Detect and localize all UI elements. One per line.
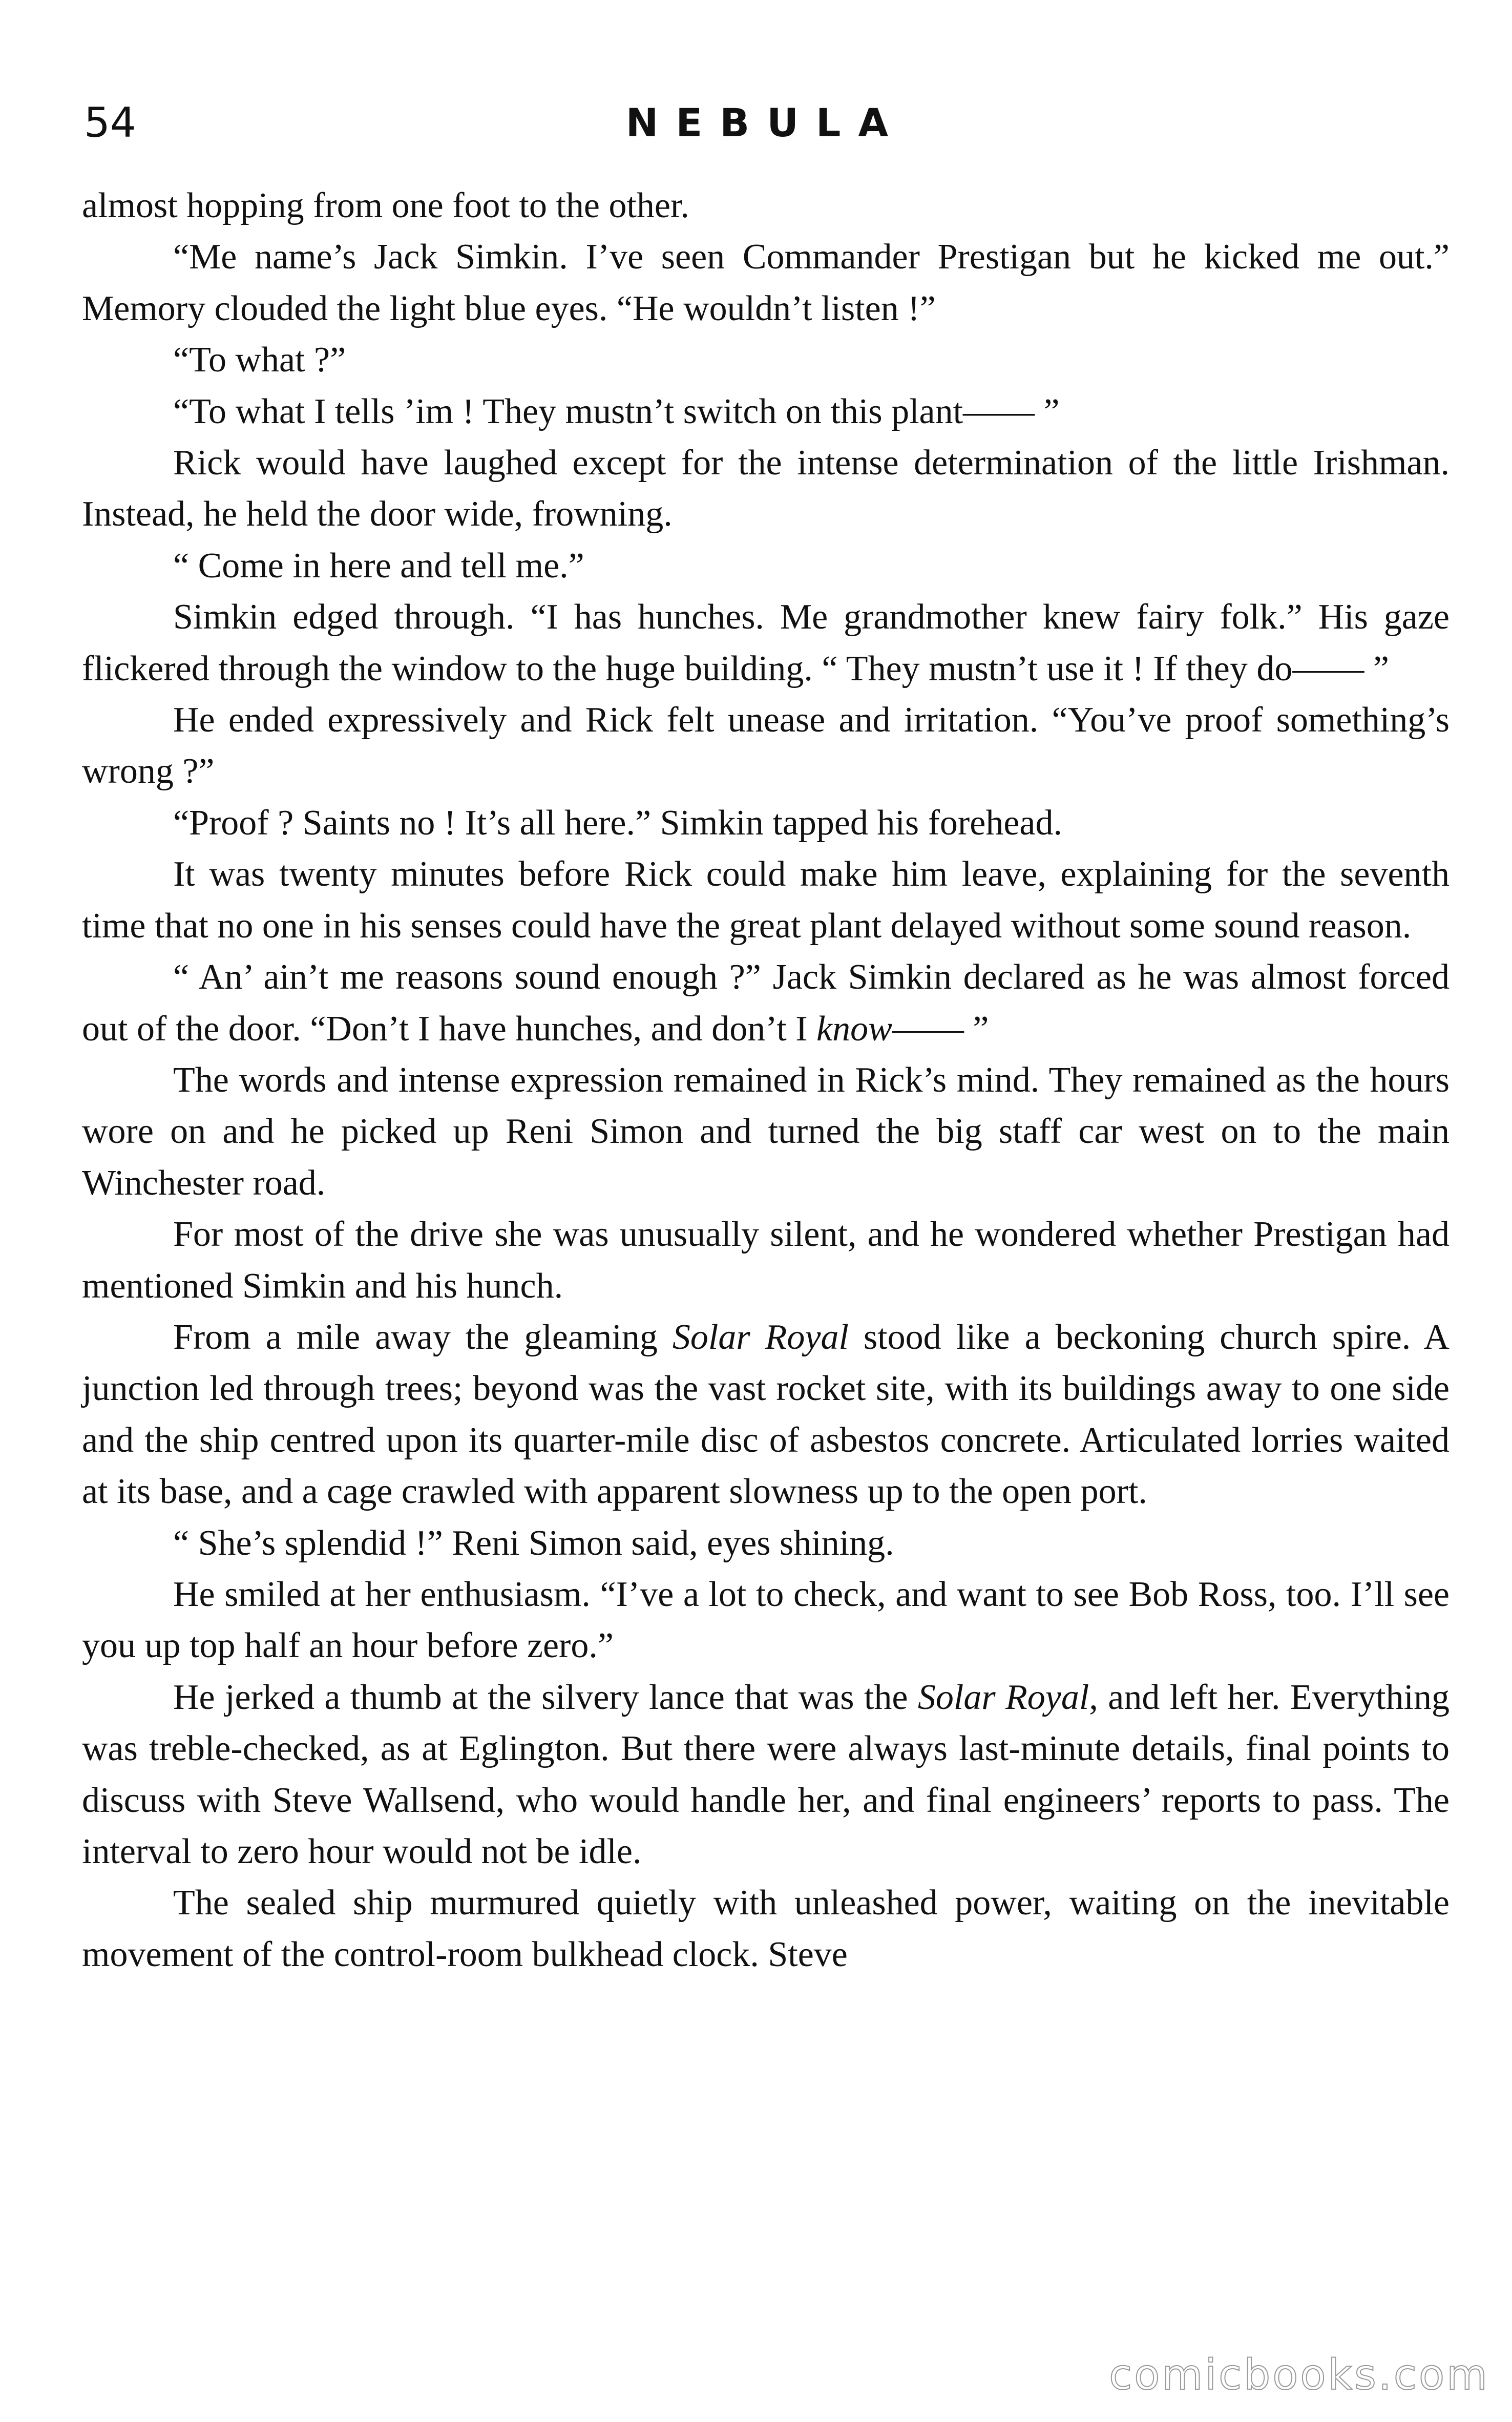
paragraph: “To what ?”: [173, 340, 346, 380]
paragraph-text: —— ”: [892, 1009, 989, 1049]
paragraph-text: stood like a beckoning church spire. A junction led through trees; beyond was the vast rocket site, with its buildings away to one side and the ship centred upon its quarter-mile disc of asbestos concrete. Articulated lorries waited at its base, and a cage crawled with apparent slowness up to the open port.: [82, 1317, 1450, 1512]
paragraph: The words and intense expression remained in Rick’s mind. They remained as the hours wore on and he picked up Reni Simon and turned the big staff car west on to the main Winchester road.: [82, 1060, 1450, 1203]
ship-name: Solar Royal: [917, 1677, 1089, 1717]
paragraph: “Me name’s Jack Simkin. I’ve seen Commander Prestigan but he kicked me out.” Memory clouded the light blue eyes. “He wouldn’t listen !”: [82, 237, 1450, 328]
italic-word: know: [816, 1009, 892, 1049]
paragraph: “ She’s splendid !” Reni Simon said, eyes shining.: [173, 1523, 894, 1563]
paragraph: [82, 952, 1450, 1055]
paragraph-text: , and left her. Everything was treble-checked, as at Eglington. But there were always last-minute details, final points to discuss with Steve Wallsend, who would handle her, and final engineers’ reports to pass. The interval to zero hour would not be idle.: [82, 1677, 1450, 1871]
paragraph: “ Come in here and tell me.”: [173, 546, 584, 586]
paragraph-text: “ An’ ain’t me reasons sound enough ?” Jack Simkin declared as he was almost forced out of the door. “Don’t I have hunches, and don’t I: [82, 957, 1450, 1049]
paragraph: Rick would have laughed except for the intense determination of the little Irishman. Instead, he held the door wide, frowning.: [82, 443, 1450, 534]
paragraph-text: From a mile away the gleaming: [173, 1317, 673, 1357]
body-text: [82, 180, 1450, 1980]
paragraph-text: He jerked a thumb at the silvery lance that was the: [173, 1677, 918, 1717]
paragraph: [82, 1672, 1450, 1878]
paragraph: Simkin edged through. “I has hunches. Me grandmother knew fairy folk.” His gaze flickered through the window to the huge building. “ They mustn’t use it ! If they do—— ”: [82, 597, 1450, 688]
page-number: 54: [84, 99, 136, 147]
running-head: NEBULA: [625, 100, 906, 145]
paragraph: For most of the drive she was unusually silent, and he wondered whether Prestigan had mentioned Simkin and his hunch.: [82, 1215, 1450, 1306]
paragraph: almost hopping from one foot to the other.: [82, 186, 689, 225]
watermark: comicbooks.com: [1109, 2351, 1489, 2399]
paragraph: “Proof ? Saints no ! It’s all here.” Simkin tapped his forehead.: [173, 803, 1062, 843]
book-page: [82, 97, 1450, 2351]
paragraph: [82, 1312, 1450, 1518]
paragraph: He ended expressively and Rick felt unease and irritation. “You’ve proof something’s wrong ?”: [82, 700, 1450, 791]
paragraph: He smiled at her enthusiasm. “I’ve a lot to check, and want to see Bob Ross, too. I’ll see you up top half an hour before zero.”: [82, 1574, 1450, 1666]
paragraph: The sealed ship murmured quietly with unleashed power, waiting on the inevitable movement of the control-room bulkhead clock. Steve: [82, 1883, 1450, 1974]
page-header: [82, 97, 1450, 154]
ship-name: Solar Royal: [672, 1317, 849, 1357]
paragraph: It was twenty minutes before Rick could make him leave, explaining for the seventh time that no one in his senses could have the great plant delayed without some sound reason.: [82, 854, 1450, 946]
paragraph: “To what I tells ’im ! They mustn’t switch on this plant—— ”: [173, 391, 1060, 431]
